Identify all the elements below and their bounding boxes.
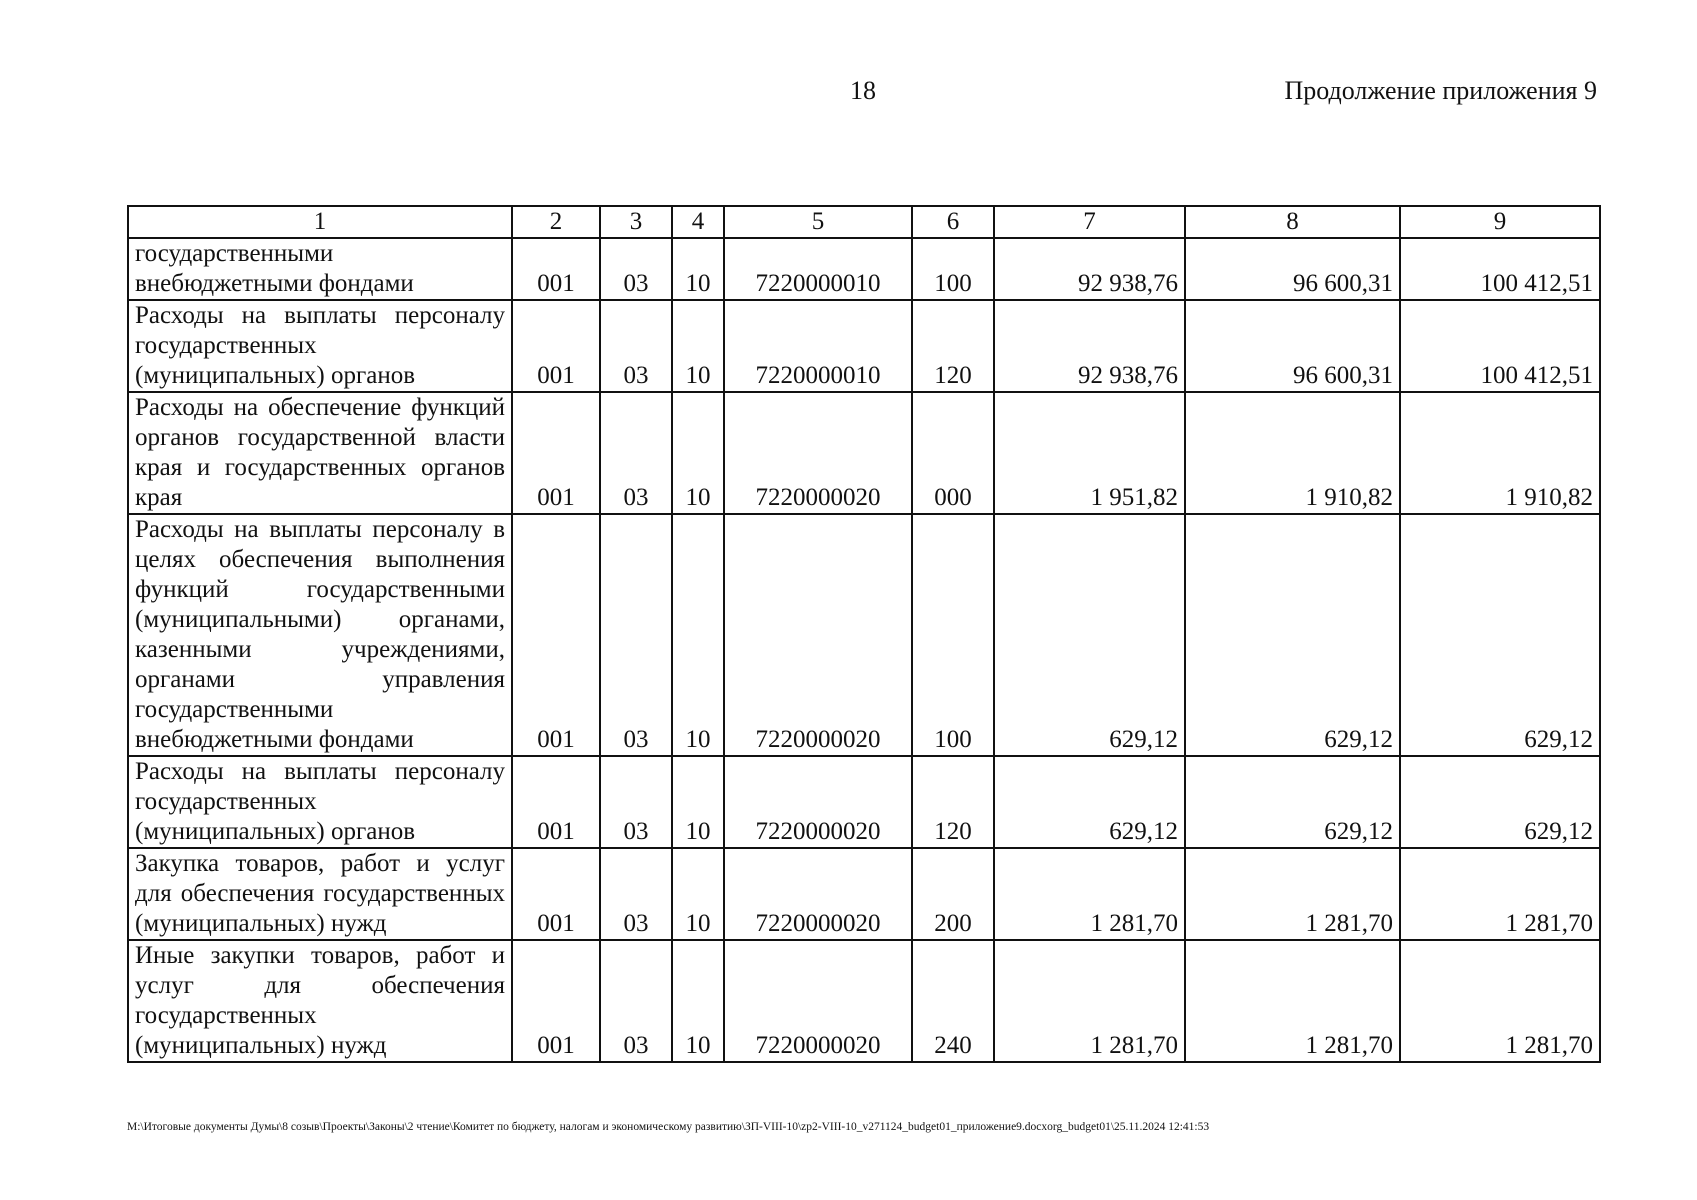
amount-col-9: 100 412,51 bbox=[1400, 238, 1600, 300]
ministry-code: 001 bbox=[512, 238, 600, 300]
subsection-code: 10 bbox=[672, 848, 724, 940]
section-code: 03 bbox=[600, 300, 672, 392]
amount-col-8: 96 600,31 bbox=[1185, 238, 1400, 300]
expense-type-code: 120 bbox=[912, 300, 994, 392]
column-header: 5 bbox=[724, 206, 912, 238]
row-description: Расходы на выплаты персоналу государственных (муниципальных) органов bbox=[128, 300, 512, 392]
subsection-code: 10 bbox=[672, 238, 724, 300]
ministry-code: 001 bbox=[512, 940, 600, 1062]
amount-col-8: 629,12 bbox=[1185, 756, 1400, 848]
amount-col-9: 629,12 bbox=[1400, 514, 1600, 756]
target-article-code: 7220000020 bbox=[724, 756, 912, 848]
page-number: 18 bbox=[850, 76, 876, 105]
amount-col-7: 629,12 bbox=[994, 514, 1185, 756]
column-header: 3 bbox=[600, 206, 672, 238]
ministry-code: 001 bbox=[512, 756, 600, 848]
row-description: Закупка товаров, работ и услуг для обеспечения государственных (муниципальных) нужд bbox=[128, 848, 512, 940]
target-article-code: 7220000020 bbox=[724, 392, 912, 514]
table-row bbox=[128, 300, 1600, 392]
amount-col-9: 1 910,82 bbox=[1400, 392, 1600, 514]
amount-col-8: 96 600,31 bbox=[1185, 300, 1400, 392]
target-article-code: 7220000020 bbox=[724, 848, 912, 940]
column-header: 1 bbox=[128, 206, 512, 238]
table-row bbox=[128, 848, 1600, 940]
amount-col-8: 1 910,82 bbox=[1185, 392, 1400, 514]
table-row bbox=[128, 514, 1600, 756]
table-row bbox=[128, 940, 1600, 1062]
subsection-code: 10 bbox=[672, 392, 724, 514]
target-article-code: 7220000010 bbox=[724, 300, 912, 392]
target-article-code: 7220000020 bbox=[724, 940, 912, 1062]
section-code: 03 bbox=[600, 514, 672, 756]
table-row bbox=[128, 392, 1600, 514]
amount-col-8: 1 281,70 bbox=[1185, 848, 1400, 940]
subsection-code: 10 bbox=[672, 756, 724, 848]
ministry-code: 001 bbox=[512, 848, 600, 940]
amount-col-7: 1 281,70 bbox=[994, 848, 1185, 940]
section-code: 03 bbox=[600, 940, 672, 1062]
section-code: 03 bbox=[600, 848, 672, 940]
expense-type-code: 240 bbox=[912, 940, 994, 1062]
amount-col-7: 629,12 bbox=[994, 756, 1185, 848]
table-row bbox=[128, 756, 1600, 848]
column-header: 9 bbox=[1400, 206, 1600, 238]
row-description: Расходы на выплаты персоналу в целях обеспечения выполнения функций государственными (муниципальными) органами, казенными учреждениями, органами управления государственными внебюджетными фондами bbox=[128, 514, 512, 756]
section-code: 03 bbox=[600, 238, 672, 300]
amount-col-9: 629,12 bbox=[1400, 756, 1600, 848]
column-header: 2 bbox=[512, 206, 600, 238]
amount-col-8: 629,12 bbox=[1185, 514, 1400, 756]
expense-type-code: 100 bbox=[912, 514, 994, 756]
column-number-row bbox=[128, 206, 1600, 238]
row-description: Иные закупки товаров, работ и услуг для обеспечения государственных (муниципальных) нужд bbox=[128, 940, 512, 1062]
column-header: 7 bbox=[994, 206, 1185, 238]
amount-col-7: 1 951,82 bbox=[994, 392, 1185, 514]
row-description: Расходы на обеспечение функций органов государственной власти края и государственных органов края bbox=[128, 392, 512, 514]
subsection-code: 10 bbox=[672, 300, 724, 392]
subsection-code: 10 bbox=[672, 940, 724, 1062]
budget-table bbox=[127, 205, 1601, 1063]
column-header: 4 bbox=[672, 206, 724, 238]
table-row bbox=[128, 238, 1600, 300]
row-description: Расходы на выплаты персоналу государственных (муниципальных) органов bbox=[128, 756, 512, 848]
ministry-code: 001 bbox=[512, 514, 600, 756]
row-description: государственными внебюджетными фондами bbox=[128, 238, 512, 300]
amount-col-9: 1 281,70 bbox=[1400, 940, 1600, 1062]
appendix-continuation-note: Продолжение приложения 9 bbox=[1284, 76, 1597, 105]
expense-type-code: 120 bbox=[912, 756, 994, 848]
column-header: 8 bbox=[1185, 206, 1400, 238]
expense-type-code: 100 bbox=[912, 238, 994, 300]
target-article-code: 7220000020 bbox=[724, 514, 912, 756]
subsection-code: 10 bbox=[672, 514, 724, 756]
amount-col-9: 1 281,70 bbox=[1400, 848, 1600, 940]
section-code: 03 bbox=[600, 392, 672, 514]
amount-col-8: 1 281,70 bbox=[1185, 940, 1400, 1062]
section-code: 03 bbox=[600, 756, 672, 848]
amount-col-7: 92 938,76 bbox=[994, 300, 1185, 392]
target-article-code: 7220000010 bbox=[724, 238, 912, 300]
amount-col-7: 92 938,76 bbox=[994, 238, 1185, 300]
expense-type-code: 200 bbox=[912, 848, 994, 940]
amount-col-7: 1 281,70 bbox=[994, 940, 1185, 1062]
ministry-code: 001 bbox=[512, 392, 600, 514]
column-header: 6 bbox=[912, 206, 994, 238]
document-file-path: M:\Итоговые документы Думы\8 созыв\Проекты\Законы\2 чтение\Комитет по бюджету, налогам и экономическому развитию\ЗП-VIII-10\zp2-VIII-10_v271124_budget01_приложение9.docxorg_budget01\25.11.2024 12:41:53 bbox=[127, 1121, 1210, 1133]
amount-col-9: 100 412,51 bbox=[1400, 300, 1600, 392]
ministry-code: 001 bbox=[512, 300, 600, 392]
expense-type-code: 000 bbox=[912, 392, 994, 514]
